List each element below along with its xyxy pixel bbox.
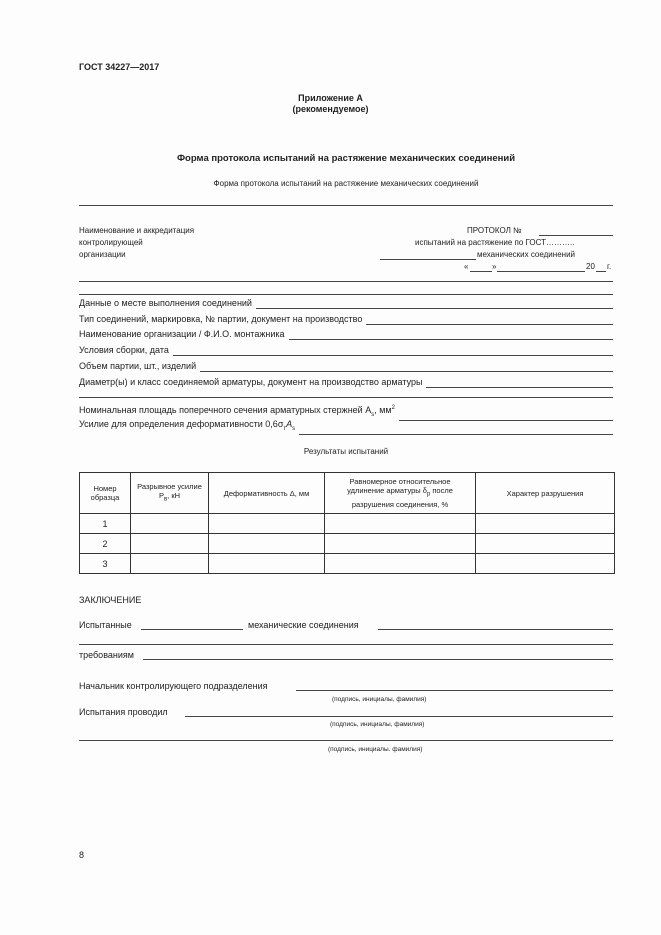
area-label: Номинальная площадь поперечного сечения арматурных стержней $A_s$, $мм^2$ — [79, 405, 395, 418]
conditions-field[interactable] — [173, 346, 613, 356]
results-title: Результаты испытаний — [303, 447, 389, 456]
tested-label: Испытанные — [79, 620, 132, 630]
head-label: Начальник контролирующего подразделения — [79, 681, 268, 691]
installer-label: Наименование организации / Ф.И.О. монтажника — [79, 329, 285, 339]
col-header-elongation: Равномерное относительное удлинение арматуры $\delta_р$ после разрушения соединения, % — [325, 473, 476, 514]
row-number: 3 — [80, 554, 131, 574]
protocol-mech-label: механических соединений — [477, 250, 575, 259]
col-header-deform: Деформативность Δ, мм — [209, 473, 325, 514]
table-cell[interactable] — [131, 534, 209, 554]
protocol-type-field[interactable] — [380, 259, 476, 260]
form-subtitle: Форма протокола испытаний на растяжение механических соединений — [213, 179, 479, 188]
appendix-subtitle: (рекомендуемое) — [292, 104, 369, 114]
diameter-label: Диаметр(ы) и класс соединяемой арматуры, документ на производство арматуры — [79, 377, 423, 387]
date-close-quote: » — [492, 262, 497, 271]
installer-row — [79, 329, 613, 340]
table-cell[interactable] — [209, 514, 325, 534]
date-open-quote: « — [464, 262, 469, 271]
org-label-1: Наименование и аккредитация — [79, 226, 195, 235]
diameter-field[interactable] — [426, 378, 613, 388]
force-field[interactable] — [299, 425, 613, 435]
performed-signature-field[interactable] — [185, 716, 613, 717]
col-header-number: Номер образца — [80, 473, 131, 514]
installer-field[interactable] — [289, 330, 614, 340]
table-cell[interactable] — [476, 534, 615, 554]
date-year-prefix: 20 — [586, 262, 595, 271]
conditions-label: Условия сборки, дата — [79, 345, 169, 355]
type-field[interactable] — [366, 315, 613, 325]
requirements-field[interactable] — [143, 659, 613, 660]
volume-field[interactable] — [200, 362, 613, 372]
date-day-field[interactable] — [470, 271, 492, 272]
performed-label: Испытания проводил — [79, 707, 168, 717]
diameter-row — [79, 377, 613, 388]
table-cell[interactable] — [325, 514, 476, 534]
divider-line — [79, 205, 613, 206]
table-cell[interactable] — [209, 534, 325, 554]
protocol-gost-label: испытаний на растяжение по ГОСТ……….. — [415, 238, 575, 247]
head-signature-field[interactable] — [296, 690, 613, 691]
org-label-3: организации — [79, 250, 126, 259]
col-header-failure: Характер разрушения — [476, 473, 615, 514]
table-cell[interactable] — [209, 554, 325, 574]
results-table — [79, 472, 615, 574]
type-row — [79, 314, 613, 325]
table-row — [80, 554, 615, 574]
date-year-suffix: г. — [607, 262, 612, 271]
divider-line — [79, 397, 613, 398]
volume-label: Объем партии, шт., изделий — [79, 361, 197, 371]
table-header-row — [80, 473, 615, 514]
appendix-title: Приложение А — [298, 93, 363, 103]
date-month-field[interactable] — [497, 271, 585, 272]
table-cell[interactable] — [476, 514, 615, 534]
type-label: Тип соединений, маркировка, № партии, документ на производство — [79, 314, 363, 324]
sig-caption-3: (подпись, инициалы. фамилия) — [328, 746, 423, 753]
conclusion-title: ЗАКЛЮЧЕНИЕ — [79, 595, 142, 605]
page-number: 8 — [79, 850, 85, 860]
signature-line-3[interactable] — [79, 740, 613, 741]
place-field[interactable] — [256, 299, 613, 309]
place-label: Данные о месте выполнения соединений — [79, 298, 252, 308]
place-row — [79, 298, 613, 309]
conditions-row — [79, 345, 613, 356]
tested-field[interactable] — [141, 629, 243, 630]
divider-line — [79, 294, 613, 295]
table-cell[interactable] — [325, 554, 476, 574]
standard-header: ГОСТ 34227—2017 — [79, 62, 160, 72]
table-cell[interactable] — [476, 554, 615, 574]
table-row — [80, 534, 615, 554]
table-cell[interactable] — [325, 534, 476, 554]
divider-line — [79, 644, 613, 645]
form-title: Форма протокола испытаний на растяжение механических соединений — [176, 153, 516, 164]
mech-label: механические соединения — [248, 620, 359, 630]
protocol-number-field[interactable] — [539, 235, 613, 236]
col-header-force: Разрывное усилие $P_в$, кН — [131, 473, 209, 514]
table-cell[interactable] — [131, 554, 209, 574]
table-row — [80, 514, 615, 534]
divider-line — [79, 281, 613, 282]
requirements-label: требованиям — [79, 650, 134, 660]
volume-row — [79, 361, 613, 372]
date-year-field[interactable] — [596, 271, 606, 272]
sig-caption-1: (подпись, инициалы, фамилия) — [332, 696, 427, 703]
sig-caption-2: (подпись, инициалы, фамилия) — [330, 721, 425, 728]
row-number: 1 — [80, 514, 131, 534]
mech-field[interactable] — [378, 629, 613, 630]
org-label-2: контролирующей — [79, 238, 143, 247]
force-row — [79, 419, 613, 435]
force-label: Усилие для определения деформативности $0,6\sigma_тA_s$ — [79, 419, 296, 432]
protocol-number-label: ПРОТОКОЛ № — [467, 226, 522, 235]
row-number: 2 — [80, 534, 131, 554]
table-cell[interactable] — [131, 514, 209, 534]
